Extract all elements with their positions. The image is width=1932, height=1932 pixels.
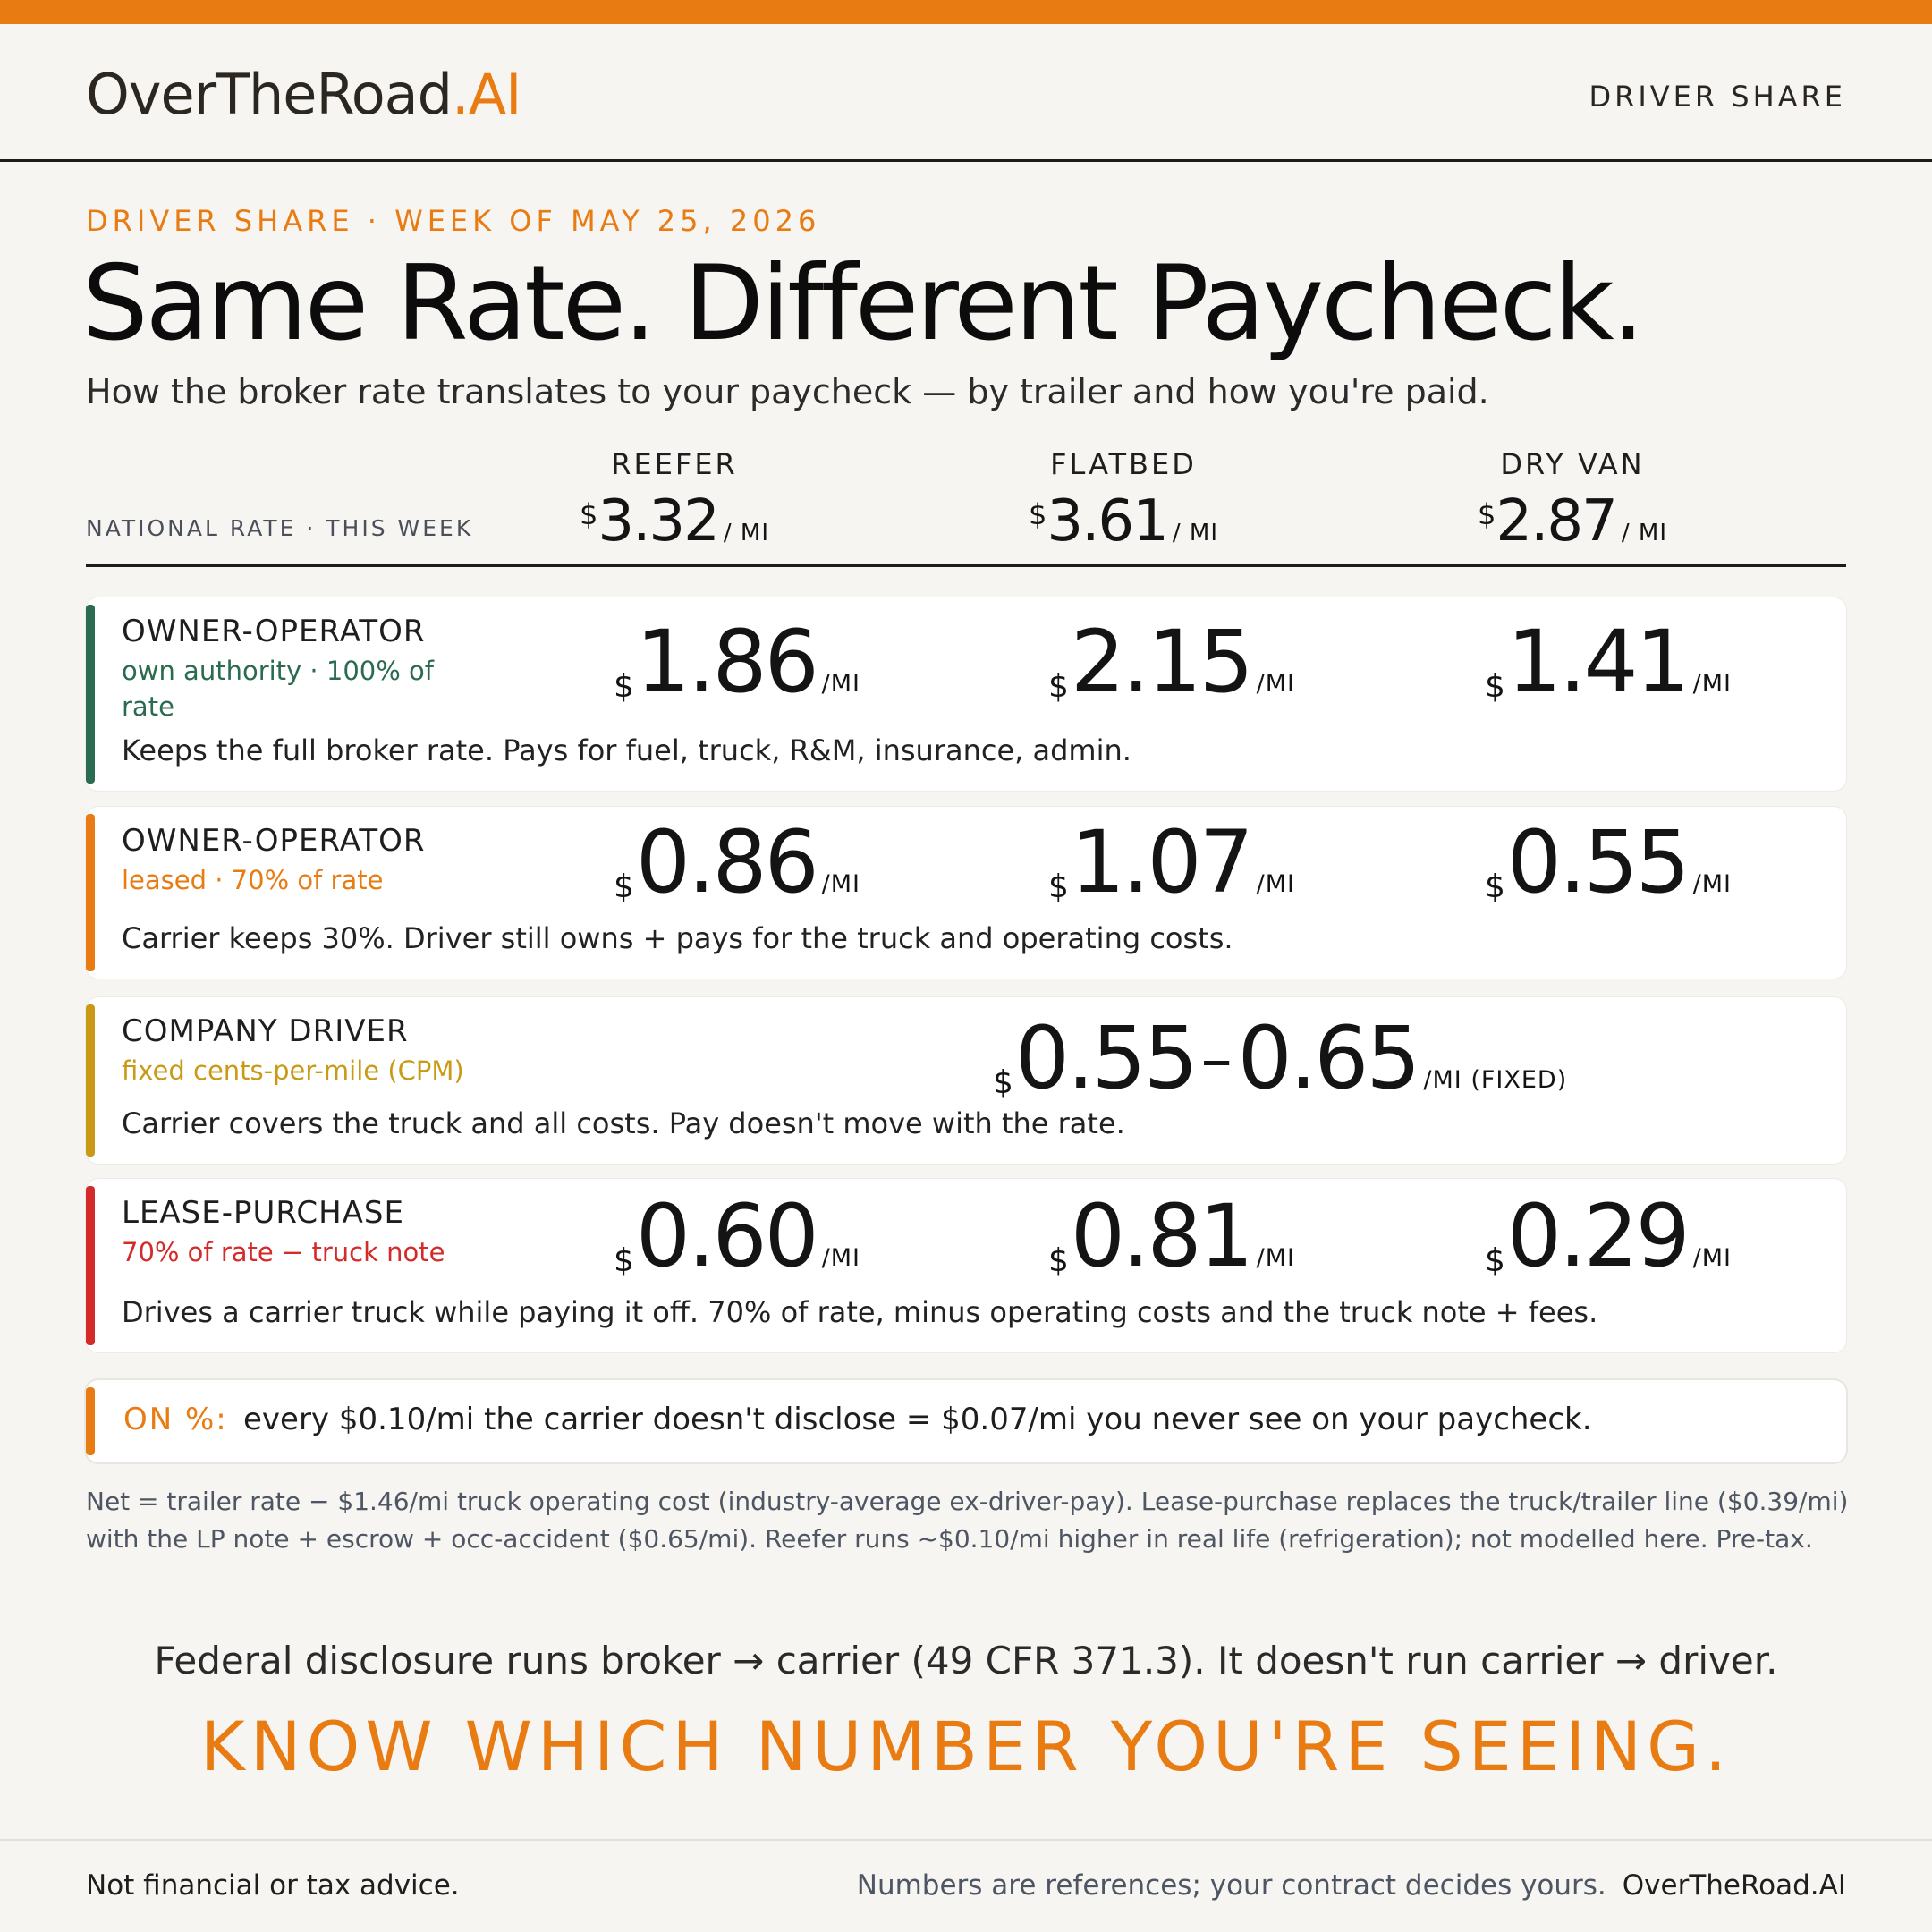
header-section-tag: DRIVER SHARE xyxy=(1589,80,1846,114)
trailer-name: DRY VAN xyxy=(1500,447,1645,481)
callout-text: every $0.10/mi the carrier doesn't disclose = $0.07/mi you never see on your paycheck. xyxy=(243,1402,1592,1437)
pay-value-flatbed xyxy=(1048,612,1295,712)
pay-unit: /MI xyxy=(821,1244,861,1272)
rate-reefer xyxy=(540,447,809,555)
pay-number: 0.29 xyxy=(1506,1186,1688,1286)
currency-sign: $ xyxy=(1478,497,1496,531)
rate-unit: / MI xyxy=(1621,520,1667,547)
rate-dry-van xyxy=(1438,447,1707,555)
currency-sign: $ xyxy=(614,869,634,905)
card-title: OWNER-OPERATOR xyxy=(122,823,426,859)
card-subtitle: own authority · 100% of rate xyxy=(122,656,434,722)
card-owner-operator xyxy=(86,597,1846,791)
pay-unit: /MI xyxy=(821,670,861,698)
pay-number: 1.86 xyxy=(635,612,817,712)
pay-value-reefer xyxy=(614,612,860,712)
range-separator: – xyxy=(1200,1022,1233,1096)
currency-sign: $ xyxy=(993,1064,1013,1101)
currency-sign: $ xyxy=(1048,1242,1069,1279)
pay-number: 0.60 xyxy=(635,1186,817,1286)
pay-number: 0.81 xyxy=(1070,1186,1251,1286)
kicker: DRIVER SHARE · WEEK OF MAY 25, 2026 xyxy=(86,204,821,238)
footer-divider xyxy=(0,1839,1932,1841)
card-subtitle: leased · 70% of rate xyxy=(122,865,384,895)
brand-suffix: .AI xyxy=(452,62,521,127)
trailer-name: REEFER xyxy=(611,447,738,481)
national-rates-row xyxy=(86,447,1846,567)
rate-unit: / MI xyxy=(1172,520,1218,547)
card-title: LEASE-PURCHASE xyxy=(122,1195,404,1231)
footer-disclaimer: Not financial or tax advice. xyxy=(86,1869,460,1902)
pay-unit: /MI xyxy=(1692,1244,1733,1272)
pay-unit: /MI xyxy=(1256,870,1296,898)
pay-value-flatbed xyxy=(1048,812,1295,912)
brand-logo[interactable] xyxy=(86,62,521,127)
pay-number: 1.07 xyxy=(1070,812,1251,912)
card-accent-bar xyxy=(86,1186,95,1345)
footer-right xyxy=(857,1869,1846,1902)
rate-unit: / MI xyxy=(723,520,769,547)
callout-note xyxy=(86,1380,1846,1462)
pay-unit: /MI xyxy=(1256,670,1296,698)
card-description: Keeps the full broker rate. Pays for fuel, truck, R&M, insurance, admin. xyxy=(122,733,1131,767)
pay-value-flatbed xyxy=(1048,1186,1295,1286)
pay-value-reefer xyxy=(614,812,860,912)
currency-sign: $ xyxy=(1485,869,1505,905)
pay-number: 2.15 xyxy=(1070,612,1251,712)
pay-value-dry-van xyxy=(1485,812,1732,912)
rate-value: 3.32 xyxy=(597,488,718,555)
rate-value: 2.87 xyxy=(1496,488,1616,555)
pay-number: 0.86 xyxy=(635,812,817,912)
pay-number: 1.41 xyxy=(1506,612,1688,712)
pay-range-fixed xyxy=(993,1008,1567,1108)
page-subtitle: How the broker rate translates to your paycheck — by trailer and how you're paid. xyxy=(86,372,1489,411)
card-accent-bar xyxy=(86,605,95,784)
pay-unit: /MI xyxy=(1692,870,1733,898)
card-title: OWNER-OPERATOR xyxy=(122,614,426,649)
pay-unit: /MI (FIXED) xyxy=(1423,1066,1568,1094)
header xyxy=(86,24,1846,160)
card-subtitle: fixed cents-per-mile (CPM) xyxy=(122,1055,464,1086)
national-rate-label: NATIONAL RATE · THIS WEEK xyxy=(86,515,474,541)
pay-value-reefer xyxy=(614,1186,860,1286)
card-description: Drives a carrier truck while paying it off. 70% of rate, minus operating costs and the truck note + fees. xyxy=(122,1295,1598,1329)
methodology-footnote: Net = trailer rate − $1.46/mi truck operating cost (industry-average ex-driver-pay). Lease-purchase replaces the truck/trailer line ($0.39/mi) with the LP note + escrow + occ-accident ($0.65/mi). Reefer runs ~$0.10/mi higher in real life (refrigeration); not modelled here. Pre-tax. xyxy=(86,1487,1849,1554)
currency-sign: $ xyxy=(614,1242,634,1279)
card-company-driver xyxy=(86,997,1846,1164)
trailer-name: FLATBED xyxy=(1050,447,1197,481)
card-description: Carrier keeps 30%. Driver still owns + pays for the truck and operating costs. xyxy=(122,921,1233,955)
pay-unit: /MI xyxy=(1256,1244,1296,1272)
currency-sign: $ xyxy=(614,668,634,705)
card-accent-bar xyxy=(86,1004,95,1157)
currency-sign: $ xyxy=(1485,668,1505,705)
card-owner-operator-leased xyxy=(86,807,1846,979)
page-title: Same Rate. Different Paycheck. xyxy=(82,243,1642,364)
footer-note: Numbers are references; your contract decides yours. xyxy=(856,1869,1606,1902)
rate-flatbed xyxy=(989,447,1258,555)
card-description: Carrier covers the truck and all costs. Pay doesn't move with the rate. xyxy=(122,1106,1125,1140)
callout-accent-bar xyxy=(86,1387,95,1455)
currency-sign: $ xyxy=(1029,497,1047,531)
pay-unit: /MI xyxy=(821,870,861,898)
currency-sign: $ xyxy=(1048,869,1069,905)
disclosure-statement: Federal disclosure runs broker → carrier (49 CFR 371.3). It doesn't run carrier → driver. xyxy=(154,1639,1778,1682)
pay-number: 0.55 xyxy=(1506,812,1688,912)
pay-unit: /MI xyxy=(1692,670,1733,698)
rate-value: 3.61 xyxy=(1046,488,1167,555)
pay-range-low: 0.55 xyxy=(1014,1008,1196,1108)
card-accent-bar xyxy=(86,814,95,971)
top-accent-bar xyxy=(0,0,1932,24)
currency-sign: $ xyxy=(1485,1242,1505,1279)
card-lease-purchase xyxy=(86,1179,1846,1352)
header-divider xyxy=(0,159,1932,162)
pay-range-high: 0.65 xyxy=(1237,1008,1419,1108)
pay-value-dry-van xyxy=(1485,612,1732,712)
footer-brand-link[interactable]: OverTheRoad.AI xyxy=(1622,1869,1846,1902)
card-subtitle: 70% of rate − truck note xyxy=(122,1237,445,1267)
currency-sign: $ xyxy=(580,497,598,531)
callout-label: ON %: xyxy=(123,1402,228,1437)
pay-value-dry-van xyxy=(1485,1186,1732,1286)
card-title: COMPANY DRIVER xyxy=(122,1013,409,1049)
brand-name: OverTheRoad xyxy=(86,62,453,127)
currency-sign: $ xyxy=(1048,668,1069,705)
call-to-action: KNOW WHICH NUMBER YOU'RE SEEING. xyxy=(199,1707,1733,1786)
